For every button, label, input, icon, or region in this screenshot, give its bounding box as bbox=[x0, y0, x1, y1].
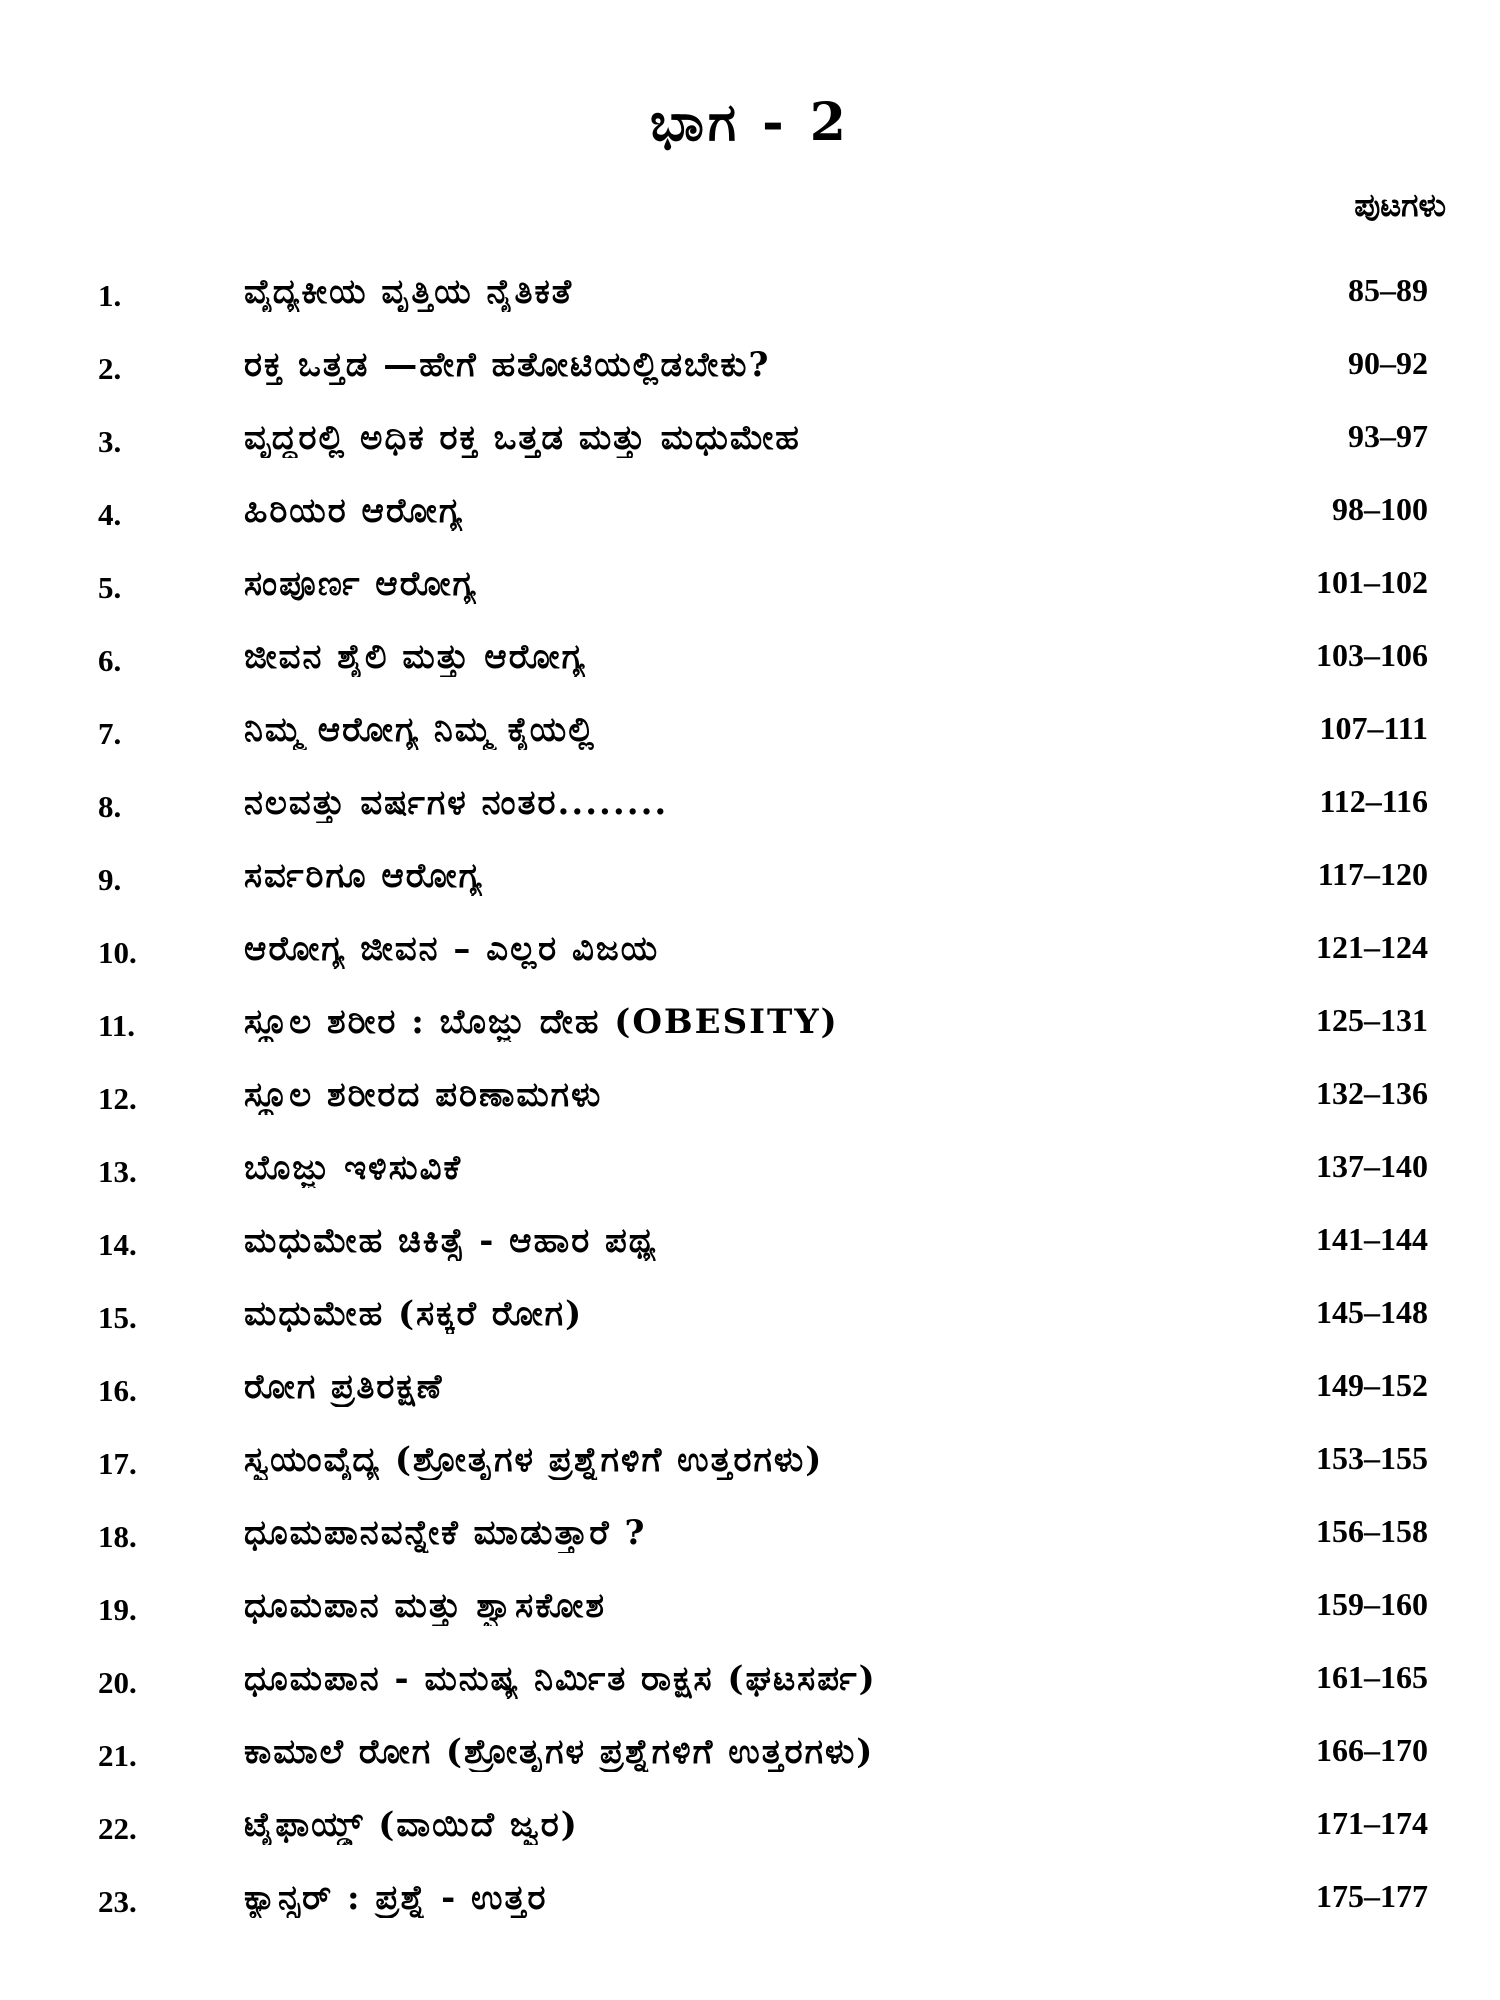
toc-entry bbox=[0, 1647, 1500, 1720]
toc-entry-number: 5. bbox=[98, 570, 122, 605]
toc-entry-title: ಮಧುಮೇಹ ಚಿಕಿತ್ಸೆ - ಆಹಾರ ಪಥ್ಯ bbox=[244, 1221, 658, 1261]
toc-entry-pages: 93–97 bbox=[1348, 418, 1428, 454]
toc-entry bbox=[0, 990, 1500, 1063]
toc-entry-title: ಧೂಮಪಾನವನ್ನೇಕೆ ಮಾಡುತ್ತಾರೆ ? bbox=[244, 1513, 647, 1553]
toc-entry bbox=[0, 625, 1500, 698]
toc-entry-number: 22. bbox=[98, 1811, 137, 1846]
toc-entry-title: ರಕ್ತ ಒತ್ತಡ —ಹೇಗೆ ಹತೋಟಿಯಲ್ಲಿಡಬೇಕು? bbox=[244, 345, 771, 385]
toc-entry-title: ಕ್ಯಾನ್ಸರ್ : ಪ್ರಶ್ನೆ - ಉತ್ತರ bbox=[244, 1878, 548, 1918]
toc-entry-pages: 125–131 bbox=[1316, 1002, 1428, 1038]
toc-entry-number: 20. bbox=[98, 1665, 137, 1700]
toc-entry-number: 10. bbox=[98, 935, 137, 970]
toc-entry bbox=[0, 1136, 1500, 1209]
toc-entry-number: 9. bbox=[98, 862, 122, 897]
toc-entry-title: ಮಧುಮೇಹ (ಸಕ್ಕರೆ ರೋಗ) bbox=[244, 1294, 584, 1334]
toc-entry-pages: 101–102 bbox=[1316, 564, 1428, 600]
toc-entry-pages: 161–165 bbox=[1316, 1659, 1428, 1695]
toc-entry-number: 17. bbox=[98, 1446, 137, 1481]
toc-entry bbox=[0, 1720, 1500, 1793]
toc-entry bbox=[0, 1355, 1500, 1428]
toc-entry-number: 6. bbox=[98, 643, 122, 678]
toc-entry-title: ಬೊಜ್ಜು ಇಳಿಸುವಿಕೆ bbox=[244, 1148, 463, 1188]
toc-entry-number: 14. bbox=[98, 1227, 137, 1262]
toc-entry-number: 8. bbox=[98, 789, 122, 824]
toc-entry-title: ಟೈಫಾಯ್ಡ್ (ವಾಯಿದೆ ಜ್ವರ) bbox=[244, 1805, 579, 1845]
toc-entry-number: 19. bbox=[98, 1592, 137, 1627]
toc-entry-pages: 159–160 bbox=[1316, 1586, 1428, 1622]
toc-entry-pages: 153–155 bbox=[1316, 1440, 1428, 1476]
toc-entry-title: ವೈದ್ಯಕೀಯ ವೃತ್ತಿಯ ನೈತಿಕತೆ bbox=[244, 272, 574, 312]
toc-entry-pages: 121–124 bbox=[1316, 929, 1428, 965]
toc-entry-pages: 175–177 bbox=[1316, 1878, 1428, 1914]
toc-entry bbox=[0, 1209, 1500, 1282]
toc-entry-title: ವೃದ್ಧರಲ್ಲಿ ಅಧಿಕ ರಕ್ತ ಒತ್ತಡ ಮತ್ತು ಮಧುಮೇಹ bbox=[244, 418, 801, 458]
toc-entry-title: ನಿಮ್ಮ ಆರೋಗ್ಯ ನಿಮ್ಮ ಕೈಯಲ್ಲಿ bbox=[244, 710, 596, 750]
toc-entry-title: ಸರ್ವರಿಗೂ ಆರೋಗ್ಯ bbox=[244, 856, 484, 896]
toc-entry bbox=[0, 1428, 1500, 1501]
toc-entry bbox=[0, 406, 1500, 479]
toc-entry-pages: 145–148 bbox=[1316, 1294, 1428, 1330]
toc-entry-number: 7. bbox=[98, 716, 122, 751]
toc-entry-title: ನಲವತ್ತು ವರ್ಷಗಳ ನಂತರ........ bbox=[244, 783, 669, 823]
toc-entry bbox=[0, 333, 1500, 406]
toc-entry-title: ಜೀವನ ಶೈಲಿ ಮತ್ತು ಆರೋಗ್ಯ bbox=[244, 637, 587, 677]
toc-entry-pages: 112–116 bbox=[1319, 783, 1428, 819]
toc-entry-pages: 166–170 bbox=[1316, 1732, 1428, 1768]
toc-entry bbox=[0, 698, 1500, 771]
toc-entry bbox=[0, 479, 1500, 552]
toc-entry-title: ಸ್ವಯಂವೈದ್ಯ (ಶ್ರೋತೃಗಳ ಪ್ರಶ್ನೆಗಳಿಗೆ ಉತ್ತರಗಳು) bbox=[244, 1440, 824, 1480]
toc-entry-title: ಸಂಪೂರ್ಣ ಆರೋಗ್ಯ bbox=[244, 564, 478, 604]
toc-entry-title: ಧೂಮಪಾನ ಮತ್ತು ಶ್ವಾಸಕೋಶ bbox=[244, 1586, 606, 1626]
toc-entry-title: ಹಿರಿಯರ ಆರೋಗ್ಯ bbox=[244, 491, 464, 531]
toc-entry-number: 2. bbox=[98, 351, 122, 386]
toc-entry-number: 12. bbox=[98, 1081, 137, 1116]
toc-entry bbox=[0, 552, 1500, 625]
section-title: ಭಾಗ - 2 bbox=[650, 92, 850, 153]
toc-entry-number: 15. bbox=[98, 1300, 137, 1335]
toc-entry-number: 23. bbox=[98, 1884, 137, 1919]
toc-entry-number: 11. bbox=[98, 1008, 136, 1043]
toc-entry-pages: 103–106 bbox=[1316, 637, 1428, 673]
toc-entry bbox=[0, 1501, 1500, 1574]
toc-entry-pages: 85–89 bbox=[1348, 272, 1428, 308]
toc-entry-number: 4. bbox=[98, 497, 122, 532]
pages-column-heading: ಪುಟಗಳು bbox=[1354, 186, 1446, 224]
toc-entry-title: ರೋಗ ಪ್ರತಿರಕ್ಷಣೆ bbox=[244, 1367, 444, 1407]
toc-entry-number: 1. bbox=[98, 278, 122, 313]
table-of-contents bbox=[0, 260, 1500, 1939]
toc-entry bbox=[0, 917, 1500, 990]
toc-entry-pages: 98–100 bbox=[1332, 491, 1428, 527]
toc-entry-pages: 149–152 bbox=[1316, 1367, 1428, 1403]
toc-entry bbox=[0, 260, 1500, 333]
toc-entry bbox=[0, 1866, 1500, 1939]
toc-entry-pages: 107–111 bbox=[1319, 710, 1428, 746]
toc-entry-title: ಆರೋಗ್ಯ ಜೀವನ – ಎಲ್ಲರ ವಿಜಯ bbox=[244, 929, 660, 969]
toc-entry bbox=[0, 844, 1500, 917]
toc-entry bbox=[0, 1574, 1500, 1647]
toc-entry bbox=[0, 1793, 1500, 1866]
toc-entry-pages: 132–136 bbox=[1316, 1075, 1428, 1111]
toc-entry-number: 21. bbox=[98, 1738, 137, 1773]
toc-entry bbox=[0, 1063, 1500, 1136]
toc-entry-number: 3. bbox=[98, 424, 122, 459]
toc-entry-title: ಸ್ಥೂಲ ಶರೀರದ ಪರಿಣಾಮಗಳು bbox=[244, 1075, 603, 1115]
toc-entry-pages: 141–144 bbox=[1316, 1221, 1428, 1257]
toc-entry-pages: 90–92 bbox=[1348, 345, 1428, 381]
toc-entry-pages: 117–120 bbox=[1317, 856, 1428, 892]
toc-entry bbox=[0, 771, 1500, 844]
toc-entry-number: 18. bbox=[98, 1519, 137, 1554]
toc-entry-pages: 156–158 bbox=[1316, 1513, 1428, 1549]
toc-entry-number: 16. bbox=[98, 1373, 137, 1408]
toc-entry-number: 13. bbox=[98, 1154, 137, 1189]
toc-entry-pages: 137–140 bbox=[1316, 1148, 1428, 1184]
toc-entry-pages: 171–174 bbox=[1316, 1805, 1428, 1841]
toc-entry-title: ಕಾಮಾಲೆ ರೋಗ (ಶ್ರೋತೃಗಳ ಪ್ರಶ್ನೆಗಳಿಗೆ ಉತ್ತರಗಳು) bbox=[244, 1732, 875, 1772]
toc-entry bbox=[0, 1282, 1500, 1355]
toc-entry-title: ಸ್ಥೂಲ ಶರೀರ : ಬೊಜ್ಜು ದೇಹ (OBESITY) bbox=[244, 1002, 839, 1042]
toc-entry-title: ಧೂಮಪಾನ - ಮನುಷ್ಯ ನಿರ್ಮಿತ ರಾಕ್ಷಸ (ಘಟಸರ್ಪ) bbox=[244, 1659, 877, 1699]
